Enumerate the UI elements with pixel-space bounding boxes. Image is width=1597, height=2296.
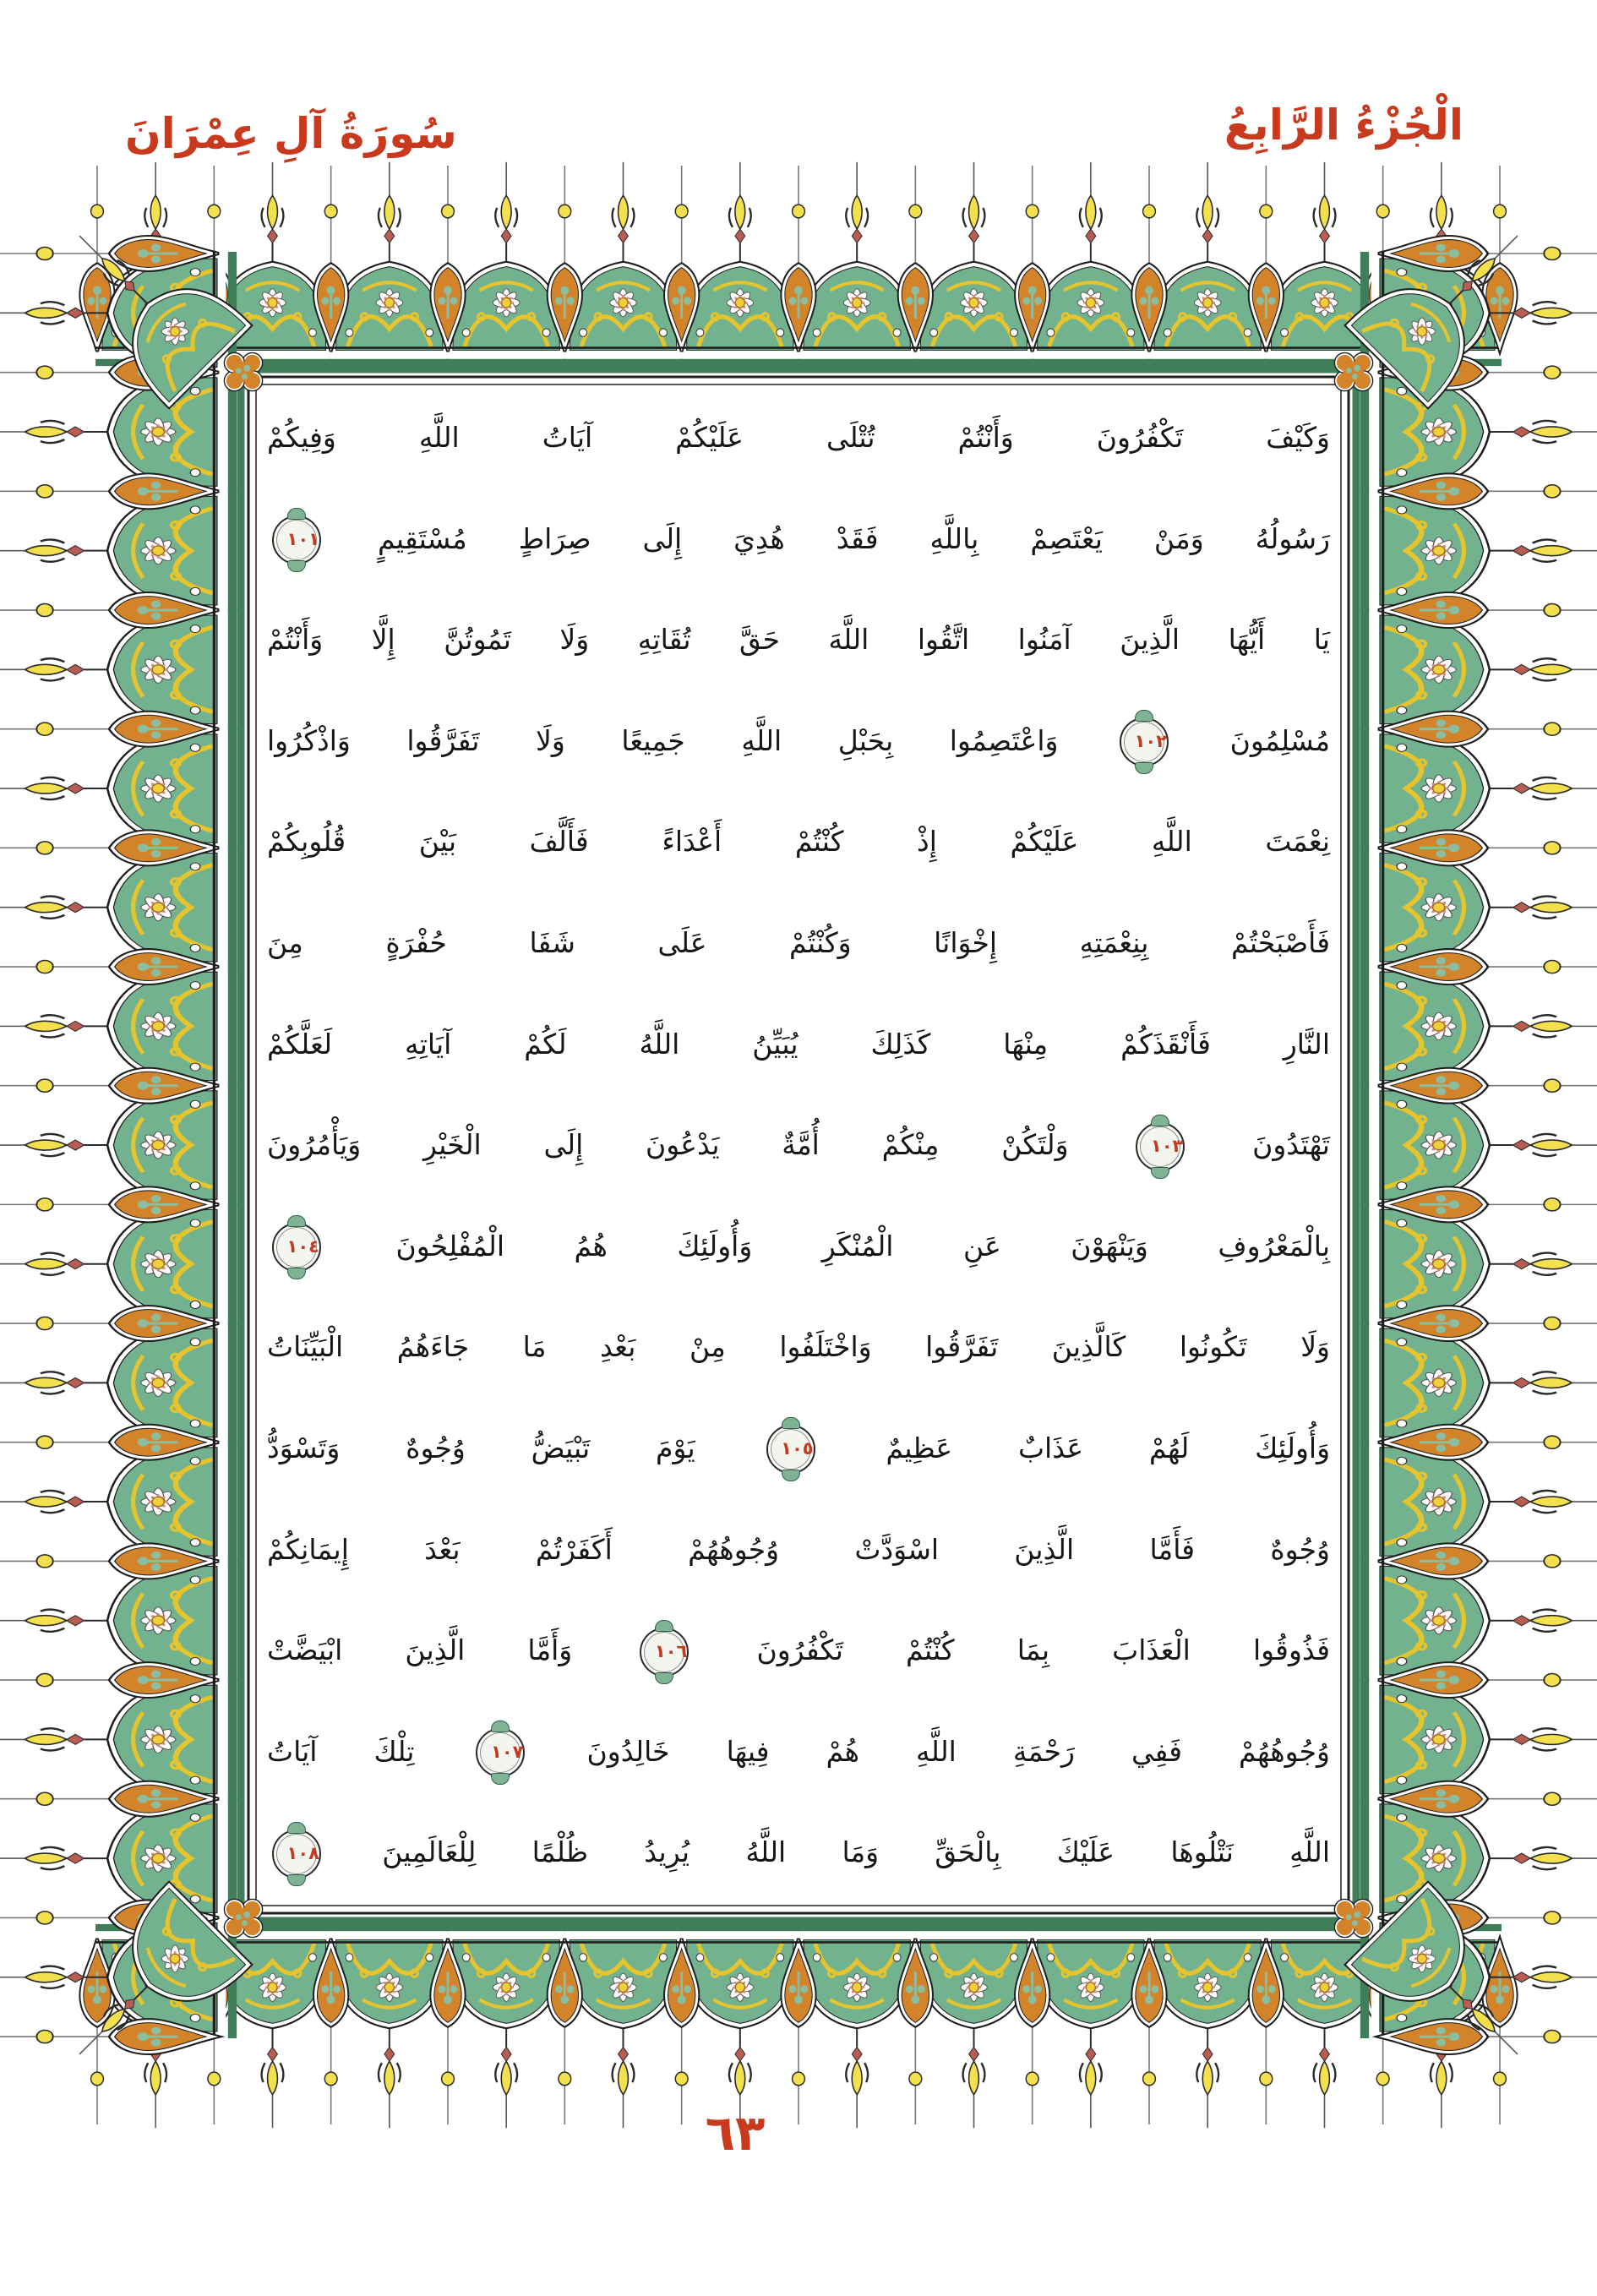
ayah-text: مُسْلِمُونَ (1229, 723, 1330, 757)
border-left (0, 240, 237, 2051)
border-bottom (84, 1924, 1513, 2128)
border-top (84, 162, 1513, 366)
ayah-text: وَلْتَكُنْ مِنْكُمْ أُمَّةٌ يَدْعُونَ إِلَى الْخَيْرِ وَيَأْمُرُونَ (267, 1128, 1069, 1162)
verse-medallion (272, 1223, 321, 1272)
ayah-text: يَا أَيُّهَا الَّذِينَ آمَنُوا اتَّقُوا اللَّهَ حَقَّ تُقَاتِهِ وَلَا تَمُوتُنَّ إِلَّا وَأَنْتُمْ (267, 623, 1330, 657)
quran-line-6 (267, 892, 1330, 994)
juz-title: الْجُزْءُ الرَّابِعُ (1224, 101, 1463, 150)
ayah-text: وَكَيْفَ تَكْفُرُونَ وَأَنْتُمْ تُتْلَى عَلَيْكُمْ آيَاتُ اللَّهِ وَفِيكُمْ (267, 421, 1330, 454)
quran-line-7 (267, 994, 1330, 1095)
ayah-text: النَّارِ فَأَنْقَذَكُمْ مِنْهَا كَذَلِكَ يُبَيِّنُ اللَّهُ لَكُمْ آيَاتِهِ لَعَلَّكُمْ (267, 1027, 1330, 1061)
quran-line-14 (267, 1701, 1330, 1802)
surah-title: سُورَةُ آلِ عِمْرَانَ (125, 109, 457, 158)
ayah-text: يَوْمَ تَبْيَضُّ وُجُوهٌ وَتَسْوَدُّ (267, 1431, 695, 1464)
ayah-text: وَأَمَّا الَّذِينَ ابْيَضَّتْ (267, 1633, 573, 1667)
quran-line-12 (267, 1499, 1330, 1601)
ayah-text: فَذُوقُوا الْعَذَابَ بِمَا كُنْتُمْ تَكْفُرُونَ (756, 1633, 1330, 1667)
ayah-text: وَأُولَئِكَ لَهُمْ عَذَابٌ عَظِيمٌ (886, 1431, 1330, 1464)
verse-medallion (1136, 1122, 1185, 1171)
quran-line-2 (267, 488, 1330, 590)
ayah-text: نِعْمَتَ اللَّهِ عَلَيْكُمْ إِذْ كُنْتُمْ أَعْدَاءً فَأَلَّفَ بَيْنَ قُلُوبِكُمْ (267, 825, 1330, 859)
verse-medallion (272, 515, 321, 564)
verse-number: ١٠٨ (286, 1842, 319, 1863)
verse-number: ١٠٧ (491, 1742, 524, 1763)
quran-line-3 (267, 589, 1330, 690)
quran-line-8 (267, 1094, 1330, 1196)
verse-medallion (640, 1628, 689, 1677)
ayah-text: بِالْمَعْرُوفِ وَيَنْهَوْنَ عَنِ الْمُنْكَرِ وَأُولَئِكَ هُمُ الْمُفْلِحُونَ (395, 1229, 1330, 1263)
quran-line-10 (267, 1296, 1330, 1398)
page-number: ٦٣ (705, 2104, 766, 2162)
ayah-text: رَسُولُهُ وَمَنْ يَعْتَصِمْ بِاللَّهِ فَقَدْ هُدِيَ إِلَى صِرَاطٍ مُسْتَقِيمٍ (377, 521, 1330, 555)
quran-line-5 (267, 791, 1330, 892)
quran-line-13 (267, 1600, 1330, 1701)
quran-line-9 (267, 1196, 1330, 1297)
verse-medallion (1120, 717, 1169, 766)
quran-line-15 (267, 1802, 1330, 1903)
verse-medallion (766, 1425, 815, 1474)
verse-medallion (476, 1728, 525, 1777)
ayah-text: فَأَصْبَحْتُمْ بِنِعْمَتِهِ إِخْوَانًا وَكُنْتُمْ عَلَى شَفَا حُفْرَةٍ مِنَ (267, 925, 1330, 959)
quran-text-block (267, 387, 1330, 1903)
ayah-text: وَلَا تَكُونُوا كَالَّذِينَ تَفَرَّقُوا وَاخْتَلَفُوا مِنْ بَعْدِ مَا جَاءَهُمُ الْبَيِّنَاتُ (267, 1330, 1330, 1364)
verse-number: ١٠٦ (654, 1640, 688, 1661)
quran-line-11 (267, 1398, 1330, 1499)
verse-number: ١٠٥ (781, 1438, 814, 1459)
quran-line-4 (267, 690, 1330, 792)
verse-number: ١٠٤ (286, 1236, 319, 1257)
ayah-text: تَهْتَدُونَ (1252, 1128, 1330, 1162)
quran-line-1 (267, 387, 1330, 488)
verse-number: ١٠٣ (1150, 1135, 1184, 1156)
ayah-text: وَاعْتَصِمُوا بِحَبْلِ اللَّهِ جَمِيعًا وَلَا تَفَرَّقُوا وَاذْكُرُوا (267, 723, 1059, 757)
verse-number: ١٠٢ (1134, 731, 1168, 752)
ayah-text: وُجُوهُهُمْ فَفِي رَحْمَةِ اللَّهِ هُمْ فِيهَا خَالِدُونَ (586, 1734, 1330, 1768)
ayah-text: وُجُوهٌ فَأَمَّا الَّذِينَ اسْوَدَّتْ وُجُوهُهُمْ أَكَفَرْتُمْ بَعْدَ إِيمَانِكُمْ (267, 1532, 1330, 1566)
border-right (1360, 240, 1597, 2051)
verse-medallion (272, 1830, 321, 1879)
ayah-text: تِلْكَ آيَاتُ (267, 1734, 415, 1768)
ayah-text: اللَّهِ نَتْلُوهَا عَلَيْكَ بِالْحَقِّ وَمَا اللَّهُ يُرِيدُ ظُلْمًا لِلْعَالَمِينَ (382, 1835, 1330, 1869)
verse-number: ١٠١ (286, 529, 319, 550)
